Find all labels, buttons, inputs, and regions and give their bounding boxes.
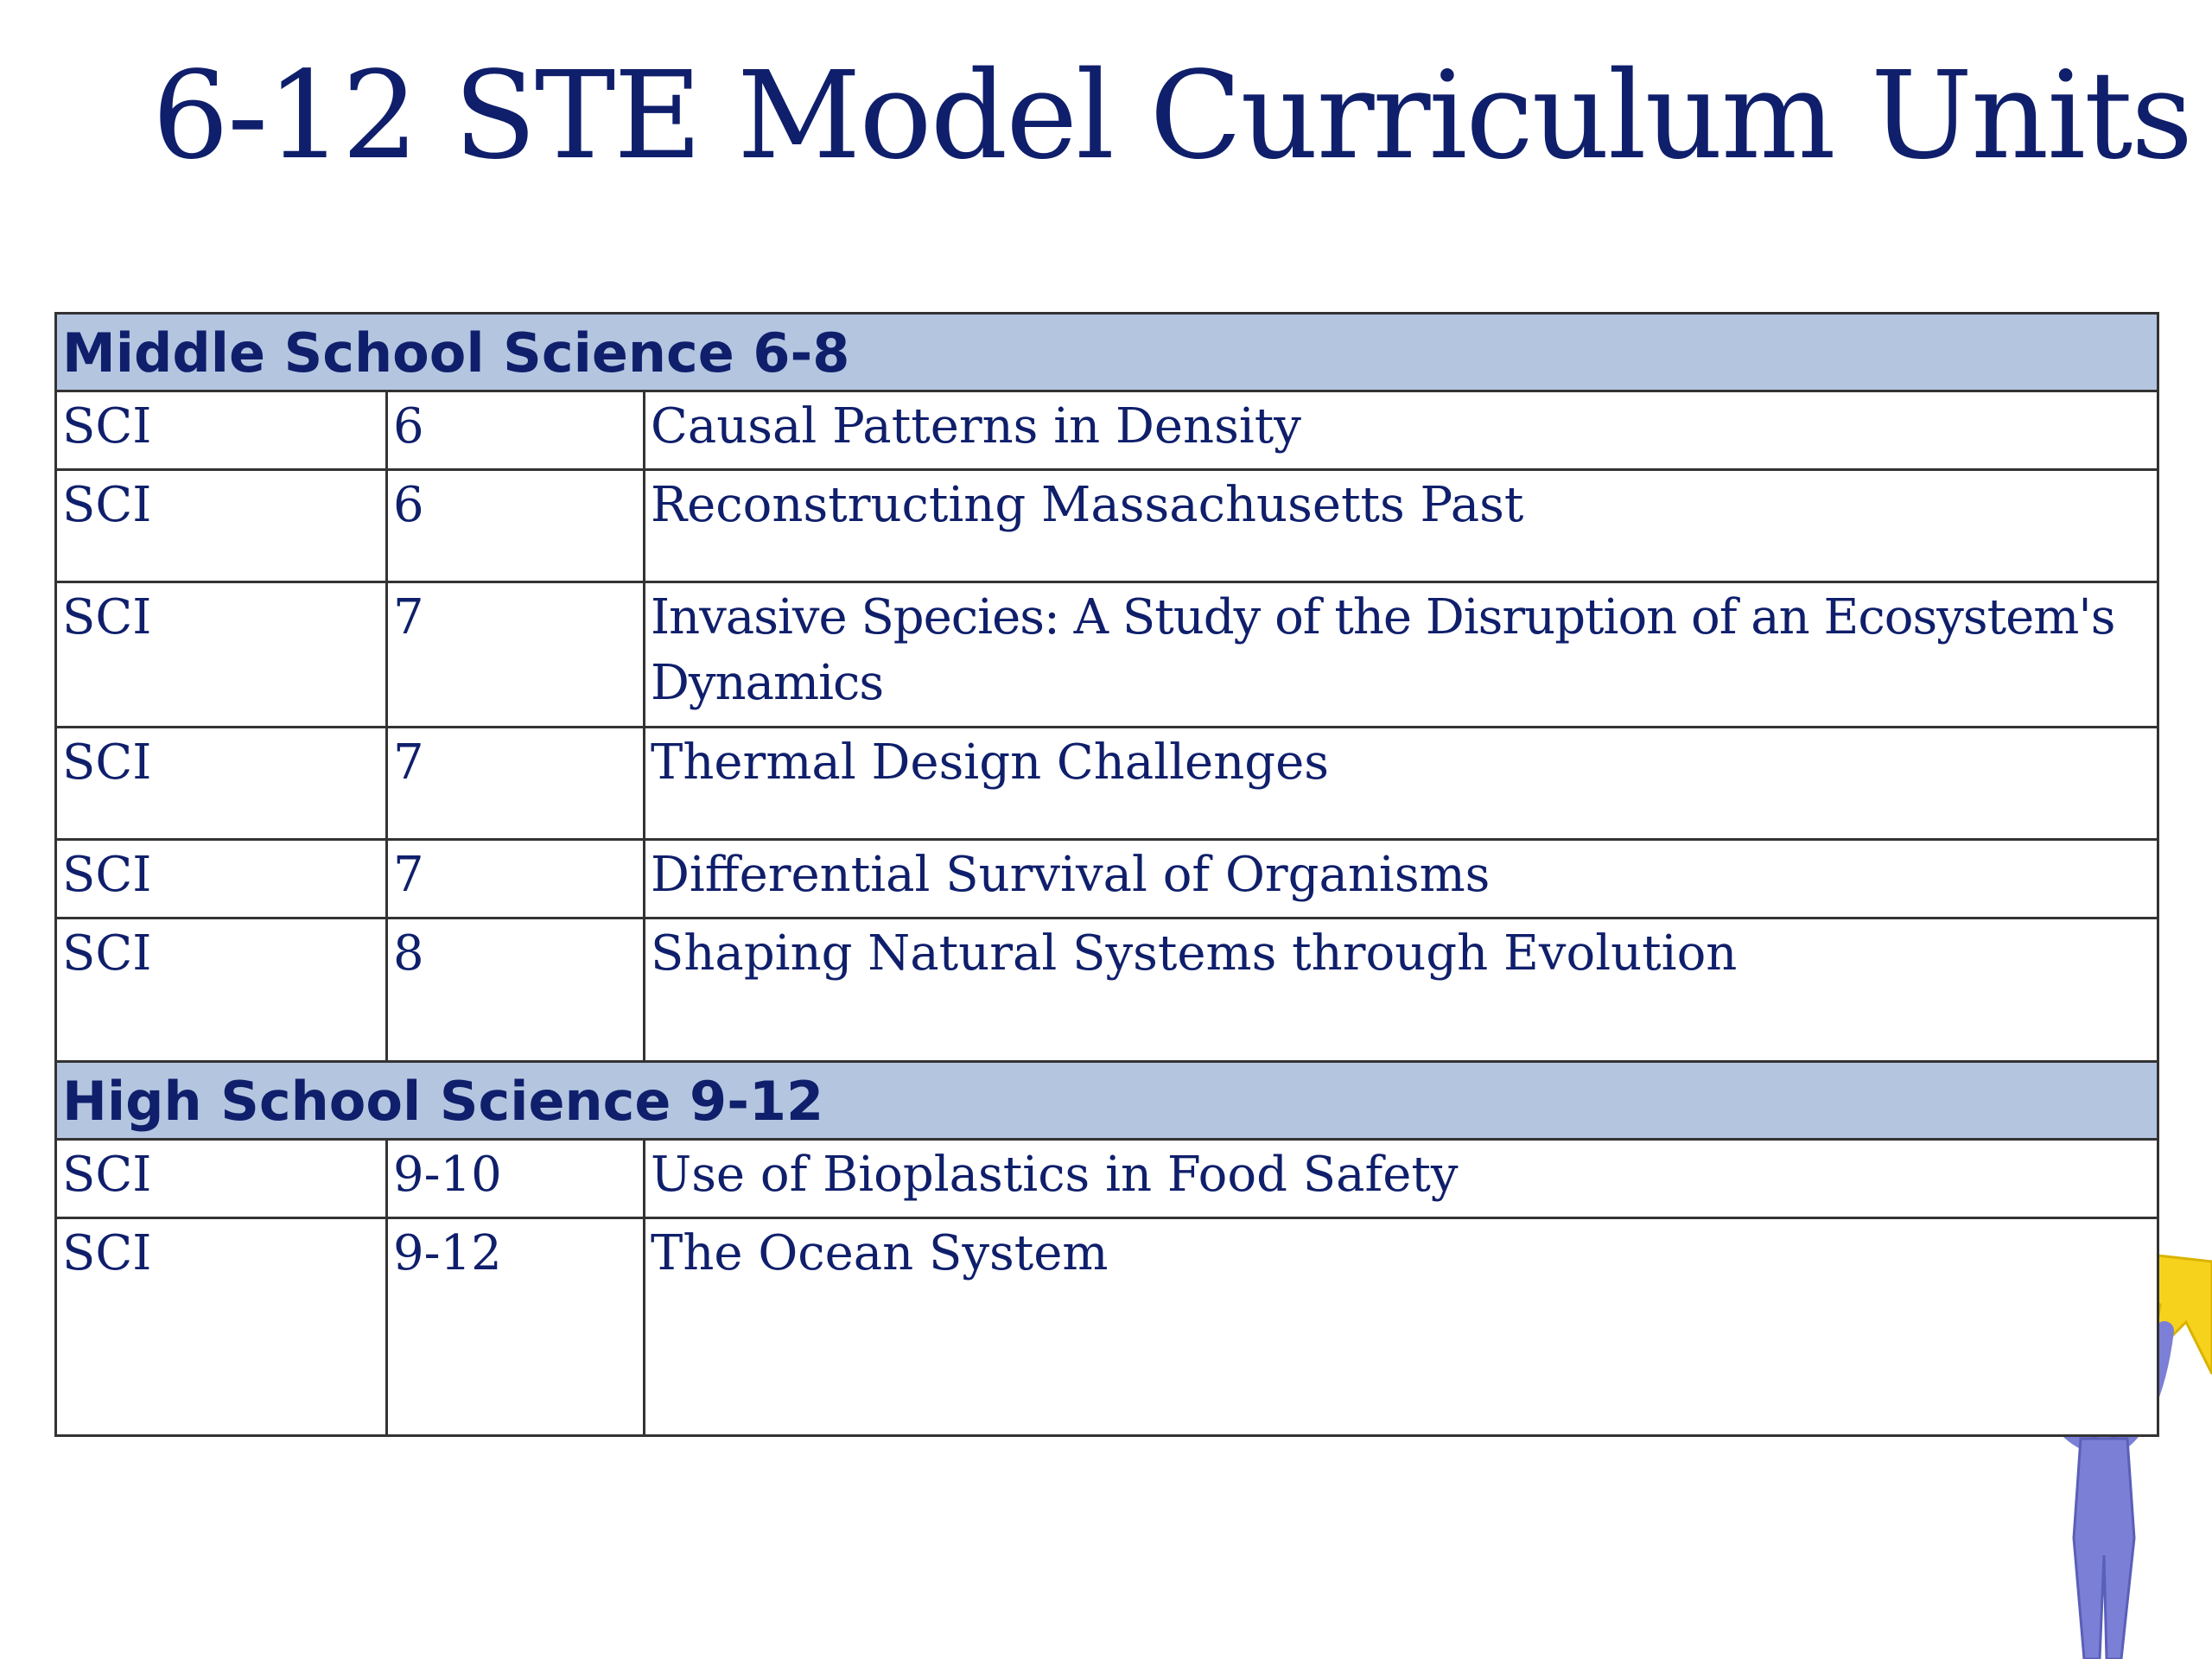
section-header-row [56, 1062, 2158, 1140]
unit-title-cell: Invasive Species: A Study of the Disruption of an Ecosystem's Dynamics [645, 582, 2158, 728]
unit-title-cell: Reconstructing Massachusetts Past [645, 470, 2158, 582]
subject-cell: SCI [56, 1140, 387, 1218]
section-heading-middle-school: Middle School Science 6-8 [56, 314, 2158, 391]
table-row [56, 391, 2158, 470]
table-row [56, 1140, 2158, 1218]
unit-title-cell: The Ocean System [645, 1218, 2158, 1436]
subject-cell: SCI [56, 582, 387, 728]
grade-cell: 7 [387, 582, 645, 728]
unit-title-cell: Differential Survival of Organisms [645, 840, 2158, 918]
grade-cell: 6 [387, 391, 645, 470]
table-row [56, 1218, 2158, 1436]
curriculum-table [54, 312, 2159, 1437]
section-header-row [56, 314, 2158, 391]
table-row [56, 582, 2158, 728]
unit-title-cell: Causal Patterns in Density [645, 391, 2158, 470]
subject-cell: SCI [56, 918, 387, 1062]
subject-cell: SCI [56, 728, 387, 840]
grade-cell: 7 [387, 840, 645, 918]
figure-body [2074, 1439, 2134, 1659]
table-row [56, 470, 2158, 582]
subject-cell: SCI [56, 470, 387, 582]
table-row [56, 840, 2158, 918]
grade-cell: 7 [387, 728, 645, 840]
unit-title-cell: Use of Bioplastics in Food Safety [645, 1140, 2158, 1218]
grade-cell: 8 [387, 918, 645, 1062]
grade-cell: 9-12 [387, 1218, 645, 1436]
table-row [56, 728, 2158, 840]
section-heading-high-school: High School Science 9-12 [56, 1062, 2158, 1140]
grade-cell: 6 [387, 470, 645, 582]
grade-cell: 9-10 [387, 1140, 645, 1218]
table-row [56, 918, 2158, 1062]
subject-cell: SCI [56, 391, 387, 470]
subject-cell: SCI [56, 840, 387, 918]
unit-title-cell: Shaping Natural Systems through Evolution [645, 918, 2158, 1062]
subject-cell: SCI [56, 1218, 387, 1436]
slide-title: 6-12 STE Model Curriculum Units [152, 46, 2192, 187]
unit-title-cell: Thermal Design Challenges [645, 728, 2158, 840]
